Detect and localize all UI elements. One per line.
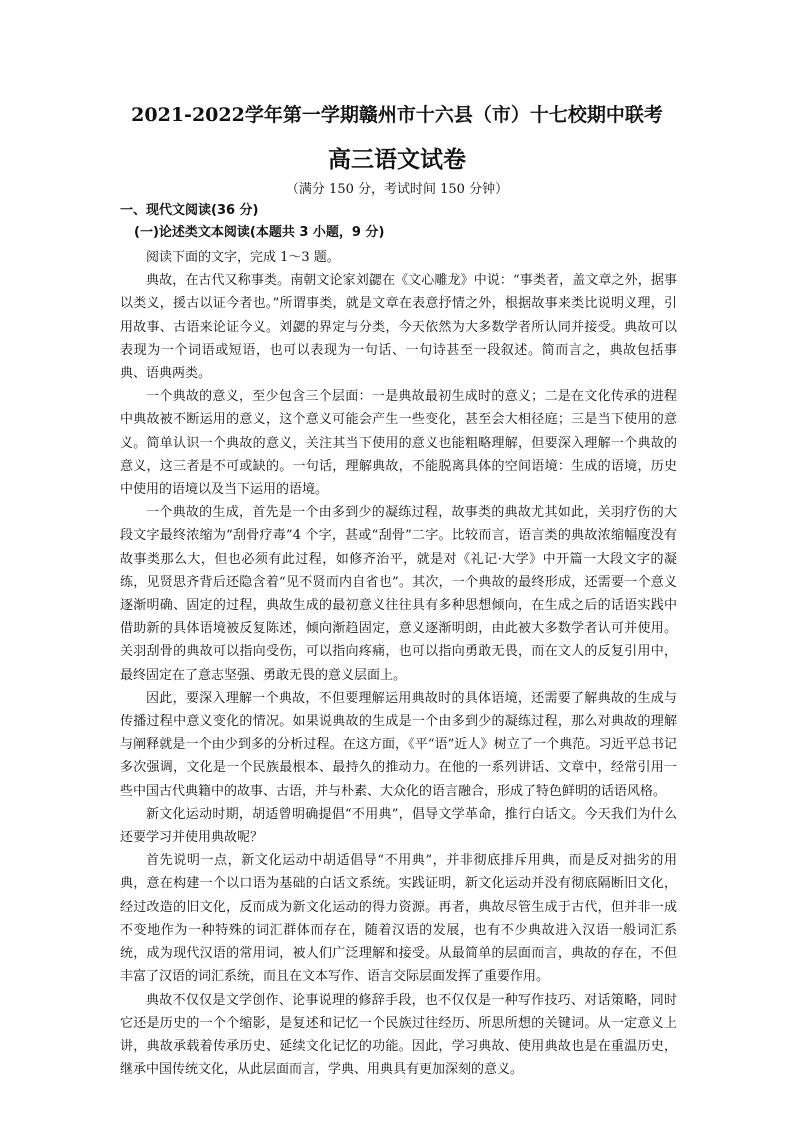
paragraph: 典故不仅仅是文学创作、论事说理的修辞手段，也不仅仅是一种写作技巧、对话策略，同时它还是历史的一个个缩影，是复述和记忆一个民族过往经历、所思所想的关键词。从一定意义上讲，典故承载着传承历史、延续文化记忆的功能。因此，学习典故、使用典故也是在重温历史，继承中国传统文化，从此层面而言，学典、用典具有更加深刻的意义。 [120, 992, 677, 1078]
paragraph: 新文化运动时期，胡适曾明确提倡“不用典”，倡导文学革命，推行白话文。今天我们为什么还要学习并使用典故呢？ [120, 806, 677, 846]
paragraph-instruction: 阅读下面的文字，完成 1～3 题。 [146, 250, 340, 265]
paragraph: 一个典故的生成，首先是一个由多到少的凝练过程，故事类的典故尤其如此，关羽疗伤的大段文字最终浓缩为“刮骨疗毒”4 个字，甚或“刮骨”二字。比较而言，语言类的典故浓缩幅度没有故事类那么大，但也必须有此过程，如修齐治平，就是对《礼记·大学》中开篇一大段文字的凝练，见贤思齐背后还隐含着“见不贤而内自省也”。其次，一个典故的最终形成，还需要一个意义逐渐明确、固定的过程，典故生成的最初意义往往具有多种思想倾向，在生成之后的话语实践中借助新的具体语境被反复陈述，倾向渐趋固定，意义逐渐明朗，由此被大多数学者认可并使用。关羽刮骨的典故可以指向受伤，可以指向疼痛，也可以指向勇敢无畏，而在文人的反复引用中，最终固定在了意志坚强、勇敢无畏的意义层面上。 [120, 505, 677, 683]
paragraph: 因此，要深入理解一个典故，不但要理解运用典故时的具体语境，还需要了解典故的生成与传播过程中意义变化的情况。如果说典故的生成是一个由多到少的凝练过程，那么对典故的理解与阐释就是一个由少到多的分析过程。在这方面，《平“语”近人》树立了一个典范。习近平总书记多次强调，文化是一个民族最根本、最持久的推动力。在他的一系列讲话、文章中，经常引用一些中国古代典籍中的故事、古语，并与朴素、大众化的语言融合，形成了特色鲜明的话语风格。 [120, 690, 677, 799]
subsection-heading: (一)论述类文本阅读(本题共 3 小题，9 分) [134, 225, 385, 240]
exam-subtitle: 高三语文试卷 [328, 146, 466, 173]
paragraph: 首先说明一点，新文化运动中胡适倡导“不用典”，并非彻底排斥用典，而是反对拙劣的用典，意在构建一个以口语为基础的白话文系统。实践证明，新文化运动并没有彻底隔断旧文化，经过改造的旧文化，反而成为新文化运动的得力资源。再者，典故尽管生成于古代，但并非一成不变地作为一种特殊的词汇群体而存在，随着汉语的发展，也有不少典故进入汉语一般词汇系统，成为现代汉语的常用词，被人们广泛理解和接受。从最简单的层面而言，典故的存在，不但丰富了汉语的词汇系统，而且在文本写作、语言交际层面发挥了重要作用。 [120, 853, 677, 985]
reading-passage [120, 246, 677, 1081]
exam-info: （满分 150 分，考试时间 150 分钟） [285, 182, 509, 197]
section-heading: 一、现代文阅读(36 分) [120, 203, 259, 218]
paragraph: 一个典故的意义，至少包含三个层面：一是典故最初生成时的意义；二是在文化传承的进程中典故被不断运用的意义，这个意义可能会产生一些变化，甚至会大相径庭；三是当下使用的意义。简单认识一个典故的意义，关注其当下使用的意义也能粗略理解，但要深入理解一个典故的意义，这三者是不可或缺的。一句话，理解典故，不能脱离具体的空间语境：生成的语境，历史中使用的语境以及当下运用的语境。 [120, 389, 677, 498]
exam-title: 2021-2022学年第一学期赣州市十六县（市）十七校期中联考 [131, 104, 663, 126]
paragraph: 典故，在古代又称事类。南朝文论家刘勰在《文心雕龙》中说：“事类者，盖文章之外，据事以类义，援古以证今者也。”所谓事类，就是文章在表意抒情之外，根据故事来类比说明义理，引用故事、古语来论证今义。刘勰的界定与分类，今天依然为大多数学者所认同并接受。典故可以表现为一个词语或短语，也可以表现为一句话、一句诗甚至一段叙述。简而言之，典故包括事典、语典两类。 [120, 273, 677, 382]
